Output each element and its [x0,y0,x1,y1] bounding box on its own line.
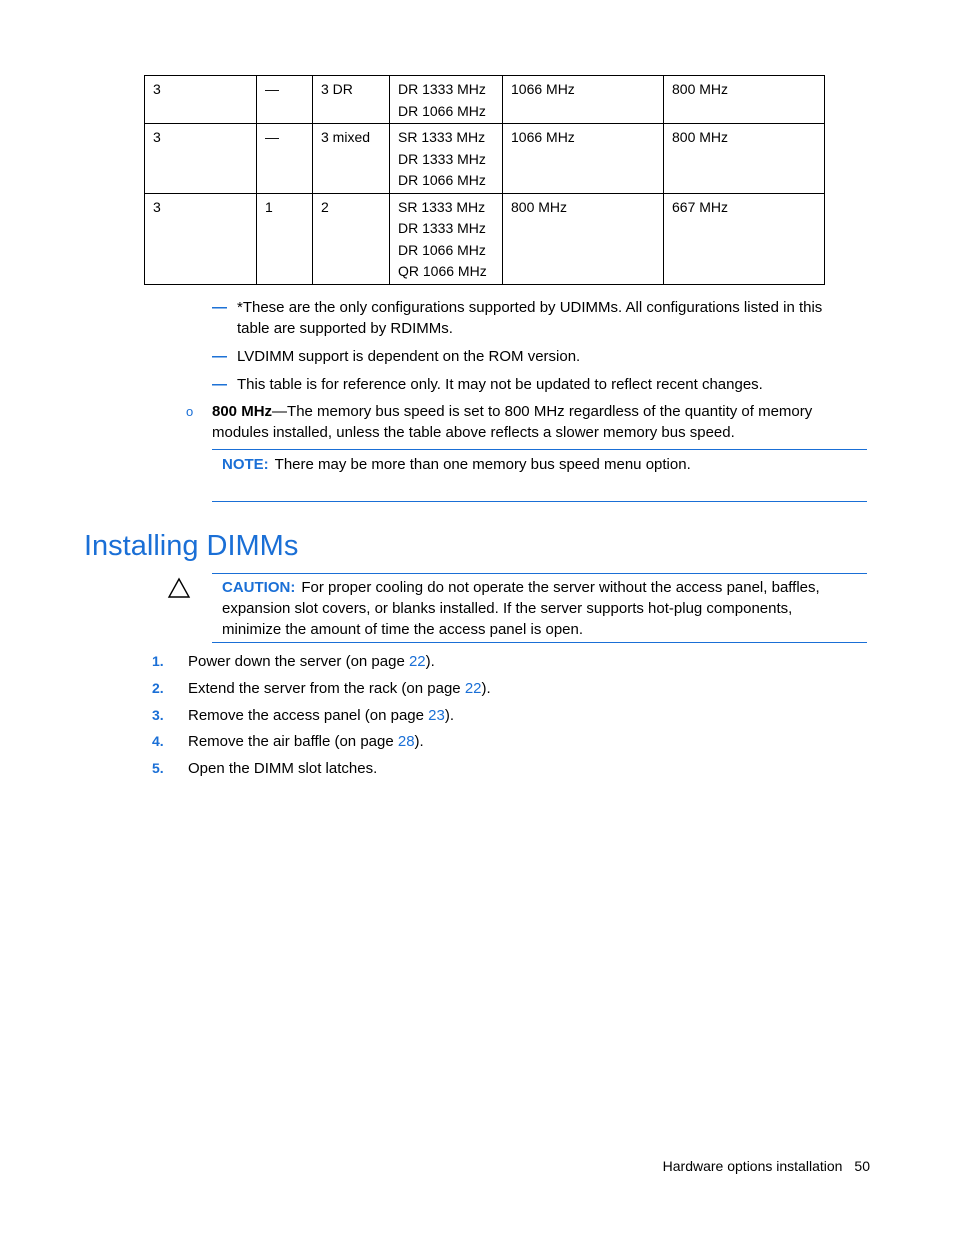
step-text: Extend the server from the rack (on page 22). [188,680,491,697]
page-link[interactable]: 22 [408,653,426,670]
step-number: 4. [152,733,164,749]
caution-bottom-rule [212,642,867,643]
note-bottom-rule [212,501,867,502]
table-footnote [212,374,852,395]
page-link[interactable]: 22 [464,680,482,697]
page-link[interactable]: 23 [428,707,445,724]
table-cell: 3 [145,124,257,194]
table-row [145,76,825,124]
cell-line: QR 1066 MHz [398,263,487,279]
step-text: Power down the server (on page 22). [188,653,435,670]
step-text: Open the DIMM slot latches. [188,760,378,777]
table-cell: 1066 MHz [503,124,664,194]
dash-bullet-icon: — [212,299,227,316]
table-cell: 800 MHz [503,193,664,284]
dash-bullet-icon: — [212,376,227,393]
table-cell: 2 [313,193,390,284]
caution-box [222,577,847,640]
cell-line: DR 1066 MHz [398,172,486,188]
cell-line: DR 1333 MHz [398,150,486,167]
note-text: There may be more than one memory bus speed menu option. [274,456,691,473]
footnote-text: LVDIMM support is dependent on the ROM version. [237,348,581,365]
caution-text: For proper cooling do not operate the server without the access panel, baffles, expansion slot covers, or blanks installed. If the server supports hot-plug components, minimize the amount of time the access panel is open. [222,579,820,638]
page-link[interactable]: 28 [397,733,415,750]
table-cell [390,76,503,124]
table-cell: 3 DR [313,76,390,124]
cell-line: DR 1066 MHz [398,241,486,258]
cell-line: SR 1333 MHz [398,198,486,215]
footnote-text: *These are the only configurations supported by UDIMMs. All configurations listed in this table are supported by RDIMMs. [237,299,823,337]
footnote-text: This table is for reference only. It may not be updated to reflect recent changes. [237,376,763,393]
step-text: Remove the air baffle (on page 28). [188,733,424,750]
cell-line: DR 1333 MHz [398,81,486,97]
table-footnote [212,346,852,367]
warning-triangle-icon [167,577,191,604]
table-cell [390,124,503,194]
table-cell: 3 mixed [313,124,390,194]
footer-section: Hardware options installation [662,1158,843,1174]
table-row [145,193,825,284]
table-cell: — [257,76,313,124]
table-row [145,124,825,194]
table-cell: 3 [145,193,257,284]
cell-line: DR 1066 MHz [398,102,486,119]
table-cell [390,193,503,284]
page-footer [663,1158,870,1174]
table-cell: 800 MHz [664,124,825,194]
table-footnote [212,297,852,339]
cell-line: DR 1333 MHz [398,220,486,236]
step-text: Remove the access panel (on page 23). [188,707,455,724]
table-cell: 3 [145,76,257,124]
circle-bullet-icon: o [186,404,194,419]
page-number: 50 [854,1158,870,1174]
step-number: 3. [152,707,164,723]
table-cell: 800 MHz [664,76,825,124]
cell-line: SR 1333 MHz [398,129,486,145]
note-label: NOTE: [222,456,269,473]
bus-speed-description [212,401,836,443]
step-number: 2. [152,680,164,696]
caution-label: CAUTION: [222,579,296,596]
caution-top-rule [212,573,867,574]
bus-speed-option [186,401,836,443]
dash-bullet-icon: — [212,348,227,365]
option-name: 800 MHz [212,403,273,420]
table-cell: 1066 MHz [503,76,664,124]
step-number: 1. [152,653,164,669]
section-title: Installing DIMMs [84,530,299,562]
table-cell: 1 [257,193,313,284]
step-number: 5. [152,760,164,776]
memory-config-table [144,75,825,285]
table-cell: 667 MHz [664,193,825,284]
note-box [222,454,691,475]
option-text: —The memory bus speed is set to 800 MHz regardless of the quantity of memory modules installed, unless the table above reflects a slower memory bus speed. [212,403,813,441]
table-cell: — [257,124,313,194]
note-top-rule [212,449,867,450]
